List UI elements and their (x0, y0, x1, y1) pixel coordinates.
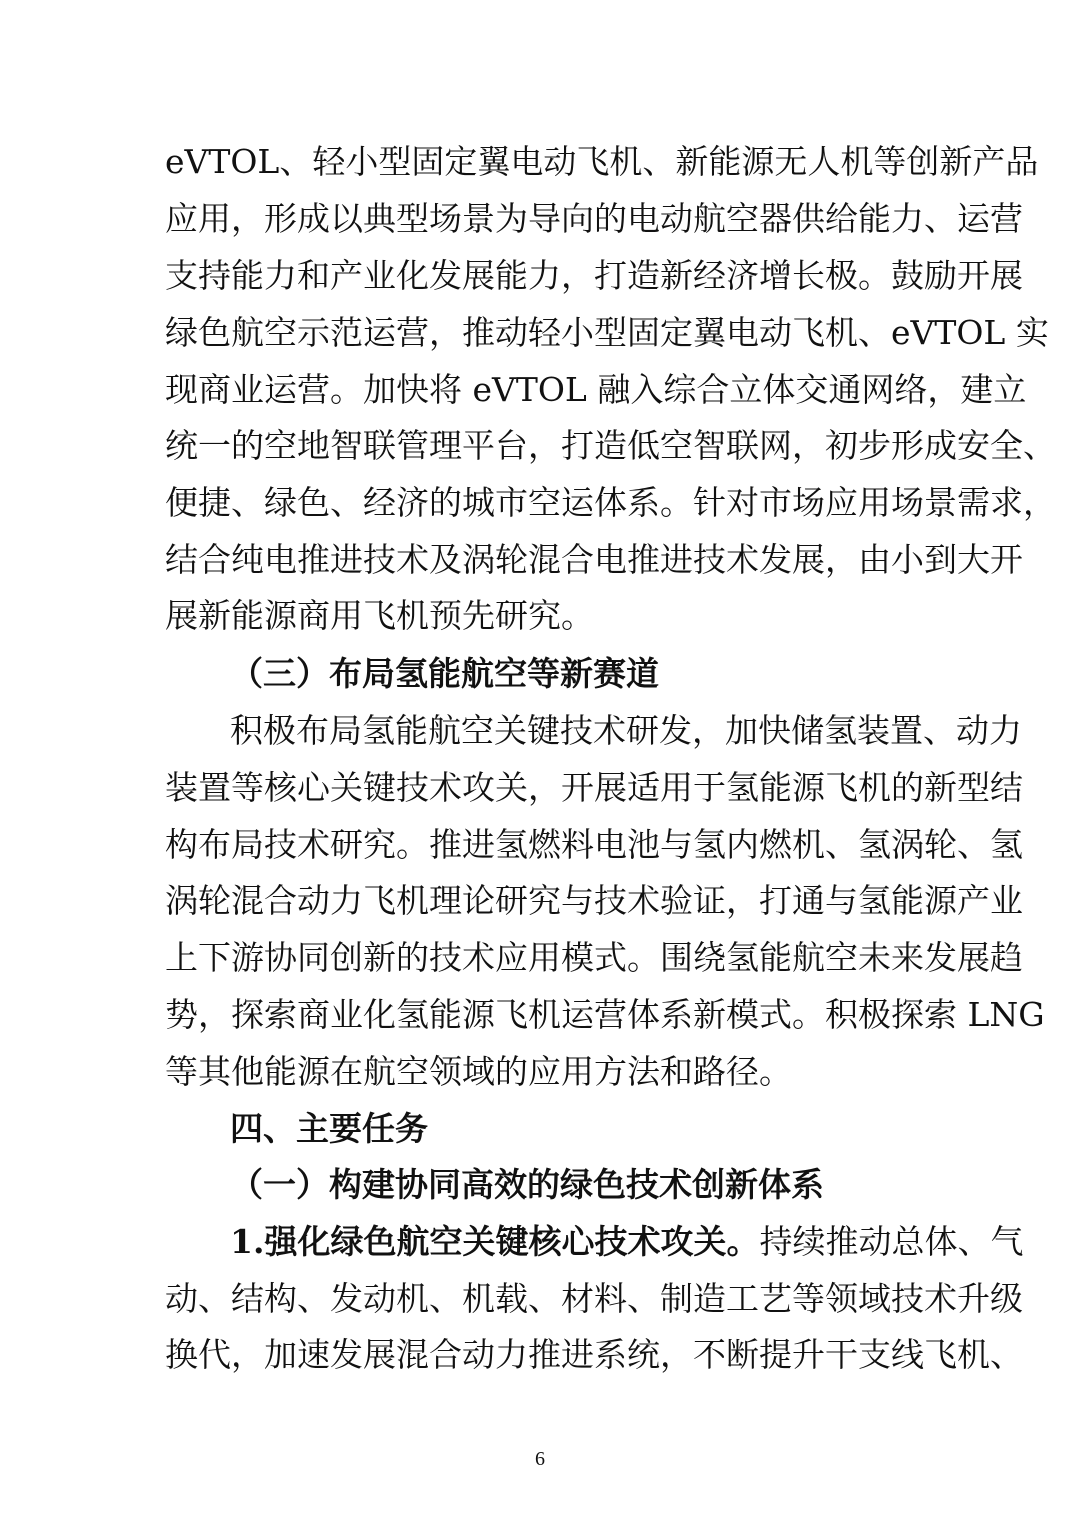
paragraph-1-line-8: 结合纯电推进技术及涡轮混合电推进技术发展，由小到大开 (165, 540, 1023, 579)
paragraph-1-line-4: 绿色航空示范运营，推动轻小型固定翼电动飞机、eVTOL 实 (165, 313, 1049, 352)
paragraph-1-line-5: 现商业运营。加快将 eVTOL 融入综合立体交通网络，建立 (165, 370, 1027, 409)
paragraph-3-line-2: 动、结构、发动机、机载、材料、制造工艺等领域技术升级 (165, 1279, 1023, 1318)
paragraph-1-line-9: 展新能源商用飞机预先研究。 (165, 596, 594, 635)
paragraph-2-line-7: 等其他能源在航空领域的应用方法和路径。 (165, 1052, 792, 1091)
paragraph-2-line-2: 装置等核心关键技术攻关，开展适用于氢能源飞机的新型结 (165, 768, 1023, 807)
paragraph-3-line-1-rest: 持续推动总体、气 (759, 1222, 1024, 1261)
section-heading-1: （一）构建协同高效的绿色技术创新体系 (230, 1165, 824, 1204)
paragraph-3-line-3: 换代，加速发展混合动力推进系统，不断提升干支线飞机、 (165, 1335, 1023, 1374)
paragraph-1-line-1: eVTOL、轻小型固定翼电动飞机、新能源无人机等创新产品 (165, 142, 1039, 181)
paragraph-1-line-3: 支持能力和产业化发展能力，打造新经济增长极。鼓励开展 (165, 256, 1023, 295)
page-number: 6 (535, 1448, 545, 1470)
chapter-heading-4: 四、主要任务 (230, 1109, 428, 1148)
paragraph-1-line-6: 统一的空地智联管理平台，打造低空智联网，初步形成安全、 (165, 426, 1056, 465)
section-heading-3: （三）布局氢能航空等新赛道 (230, 654, 659, 693)
paragraph-3-line-1 (230, 1222, 1024, 1262)
paragraph-2-line-1: 积极布局氢能航空关键技术研发，加快储氢装置、动力 (230, 711, 1022, 750)
paragraph-1-line-7: 便捷、绿色、经济的城市空运体系。针对市场应用场景需求， (165, 483, 1056, 522)
paragraph-2-line-4: 涡轮混合动力飞机理论研究与技术验证，打通与氢能源产业 (165, 881, 1023, 920)
paragraph-2-line-3: 构布局技术研究。推进氢燃料电池与氢内燃机、氢涡轮、氢 (165, 825, 1023, 864)
paragraph-2-line-5: 上下游协同创新的技术应用模式。围绕氢能航空未来发展趋 (165, 938, 1023, 977)
paragraph-2-line-6: 势，探索商业化氢能源飞机运营体系新模式。积极探索 LNG (165, 995, 1045, 1034)
paragraph-1-line-2: 应用，形成以典型场景为导向的电动航空器供给能力、运营 (165, 199, 1023, 238)
paragraph-3-lead: 1.强化绿色航空关键核心技术攻关。 (230, 1222, 760, 1261)
